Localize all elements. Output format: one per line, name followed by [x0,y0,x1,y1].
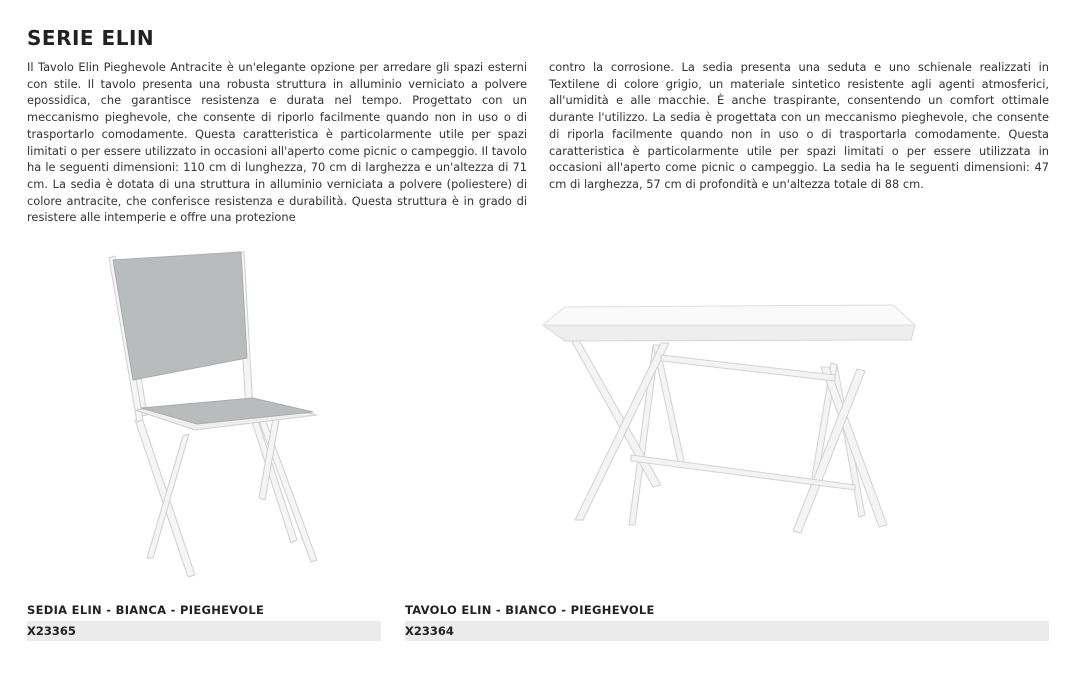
folding-table-image [535,295,925,580]
folding-chair-image [95,240,340,580]
description-left-column: Il Tavolo Elin Pieghevole Antracite è un'elegante opzione per arredare gli spazi esterni con stile. Il tavolo presenta una robusta struttura in alluminio verniciato a polvere epossidica, che garantisce resistenza e durata nel tempo. Progettato con un meccanismo pieghevole, che consente di riporlo facilmente quando non in uso o di trasportarlo comodamente. Questa caratteristica è particolarmente utile per spazi limitati o per essere utilizzato in occasioni all'aperto come picnic o campeggio. Il tavolo ha le seguenti dimensioni: 110 cm di lunghezza, 70 cm di larghezza e un'altezza di 71 cm. La sedia è dotata di una struttura in alluminio verniciata a polvere (poliestere) di colore antracite, che conferisce resistenza e durabilità. Questa struttura è in grado di resistere alle intemperie e offre una protezione [27,60,527,225]
page-title: SERIE ELIN [27,26,155,50]
product-name-table: TAVOLO ELIN - BIANCO - PIEGHEVOLE [405,603,655,617]
product-name-chair: SEDIA ELIN - BIANCA - PIEGHEVOLE [27,603,265,617]
product-code-chair: X23365 [27,621,381,641]
table-top [543,325,915,341]
product-code-table: X23364 [405,621,1049,641]
chair-back-fabric [113,252,247,380]
description-right-column: contro la corrosione. La sedia presenta una seduta e uno schienale realizzati in Textilene di colore grigio, un materiale sintetico resistente agli agenti atmosferici, all'umidità e alle macchie. È anche traspirante, consentendo un comfort ottimale durante l'utilizzo. La sedia è progettata con un meccanismo pieghevole, che consente di riporla facilmente quando non in uso o di trasportarla comodamente. Questa caratteristica è particolarmente utile per spazi limitati o per essere utilizzata in occasioni all'aperto come picnic o campeggio. La sedia ha le seguenti dimensioni: 47 cm di larghezza, 57 cm di profondità e un'altezza totale di 88 cm. [549,60,1049,191]
